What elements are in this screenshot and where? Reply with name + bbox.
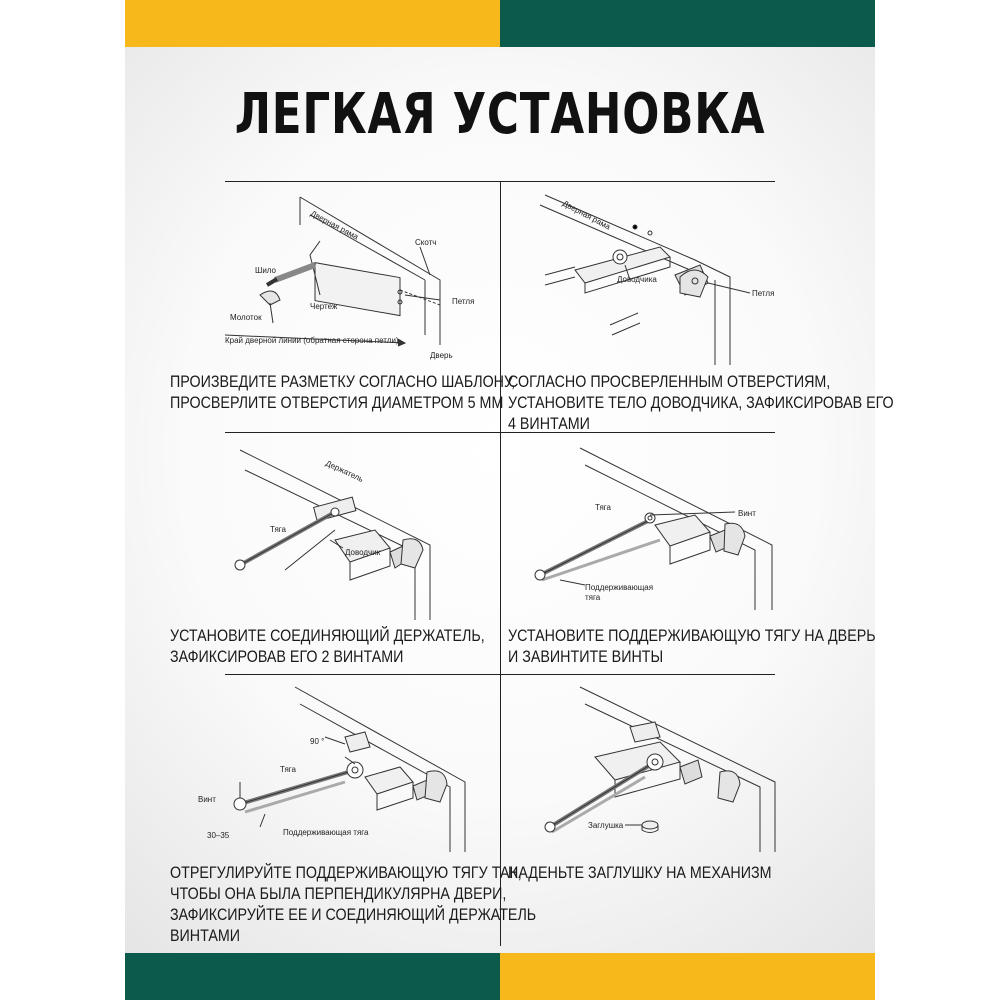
right-margin (875, 0, 1000, 1000)
step-4-illustration (520, 440, 780, 620)
label-edge: Край дверной линии (обратная сторона петли) (225, 336, 399, 345)
label-rod: Тяга (270, 525, 286, 534)
label-closer: Доводчик (345, 548, 381, 557)
label-holder: Держатель (324, 458, 365, 484)
step-6-caption: НАДЕНЬТЕ ЗАГЛУШКУ НА МЕХАНИЗМ (508, 863, 772, 882)
top-green-bar (500, 0, 875, 47)
label-tape: Скотч (415, 238, 437, 247)
step-5-illustration (195, 682, 480, 857)
step-2-illustration (520, 185, 775, 365)
label-support-2: тяга (585, 593, 601, 602)
step-4-caption: УСТАНОВИТЕ ПОДДЕРЖИВАЮЩУЮ ТЯГУ НА ДВЕРЬ И ЗАВИНТИТЕ ВИНТЫ (508, 626, 876, 666)
step-1-illustration (215, 185, 490, 365)
label-rod: Тяга (595, 503, 611, 512)
label-screw: Винт (198, 795, 216, 804)
step-1-caption: ПРОИЗВЕДИТЕ РАЗМЕТКУ СОГЛАСНО ШАБЛОНУ, ПРОСВЕРЛИТЕ ОТВЕРСТИЯ ДИАМЕТРОМ 5 ММ (170, 372, 516, 412)
label-awl: Шило (255, 266, 277, 275)
step-5-caption: ОТРЕГУЛИРУЙТЕ ПОДДЕРЖИВАЮЩУЮ ТЯГУ ТАК, ЧТОБЫ ОНА БЫЛА ПЕРПЕНДИКУЛЯРНА ДВЕРИ, ЗАФИКСИРУЙТЕ ЕЕ И СОЕДИНЯЮЩИЙ ДЕРЖАТЕЛЬ ВИНТАМИ (170, 863, 537, 945)
label-hammer: Молоток (230, 313, 262, 322)
label-support: Поддерживающая тяга (283, 828, 369, 837)
label-door: Дверь (430, 351, 453, 360)
label-closer: Доводчика (617, 275, 657, 284)
label-rod: Тяга (280, 765, 296, 774)
top-yellow-bar (125, 0, 500, 47)
label-hinge: Петля (452, 297, 475, 306)
step-3-caption: УСТАНОВИТЕ СОЕДИНЯЮЩИЙ ДЕРЖАТЕЛЬ, ЗАФИКСИРОВАВ ЕГО 2 ВИНТАМИ (170, 626, 485, 666)
bottom-yellow-bar (500, 953, 875, 1000)
label-angle: 90 ° (310, 737, 325, 746)
label-frame: Дверная рама (561, 198, 612, 232)
label-cap: Заглушка (588, 821, 624, 830)
label-frame: Дверная рама (309, 208, 360, 242)
step-2-caption: СОГЛАСНО ПРОСВЕРЛЕННЫМ ОТВЕРСТИЯМ, УСТАНОВИТЕ ТЕЛО ДОВОДЧИКА, ЗАФИКСИРОВАВ ЕГО 4 ВИНТАМИ (508, 372, 894, 433)
label-screw: Винт (738, 509, 756, 518)
label-drawing: Чертеж (310, 302, 338, 311)
bottom-green-bar (125, 953, 500, 1000)
label-support: Поддерживающая (585, 583, 654, 592)
label-hinge: Петля (752, 289, 775, 298)
divider-vertical (500, 181, 501, 946)
step-6-illustration (520, 682, 780, 857)
step-3-illustration (225, 440, 465, 620)
page-title: ЛЕГКАЯ УСТАНОВКА (234, 82, 766, 147)
left-margin (0, 0, 125, 1000)
label-angle-2: 30–35 (207, 831, 230, 840)
